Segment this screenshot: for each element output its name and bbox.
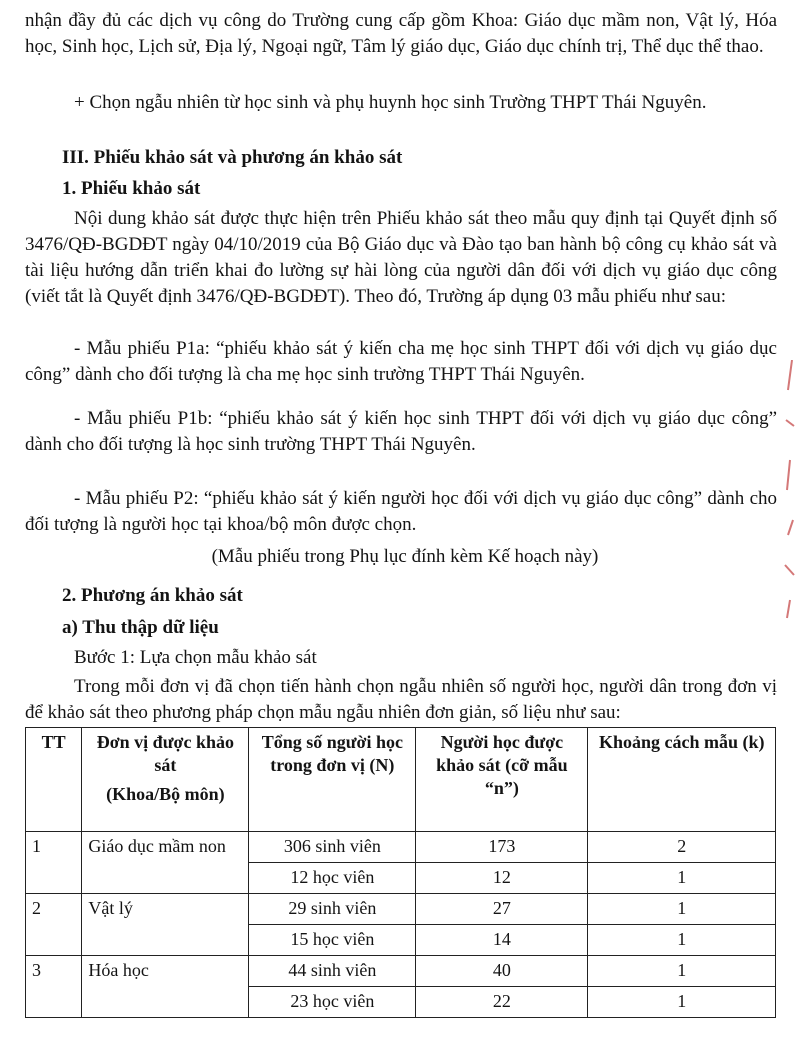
cell-unit: Hóa học (82, 956, 249, 1018)
sample-table (25, 727, 776, 1018)
note-appendix: (Mẫu phiếu trong Phụ lục đính kèm Kế hoạch này) (211, 546, 599, 567)
table-row (26, 956, 776, 987)
cell-sample: 12 (416, 863, 588, 894)
cell-sample: 14 (416, 925, 588, 956)
paragraph-random-selection: + Chọn ngẫu nhiên từ học sinh và phụ huynh học sinh Trường THPT Thái Nguyên. (74, 92, 707, 113)
cell-interval: 2 (588, 832, 776, 863)
paragraph-survey-content: Nội dung khảo sát được thực hiện trên Phiếu khảo sát theo mẫu quy định tại Quyết định số 3476/QĐ-BGDĐT ngày 04/10/2019 của Bộ Giáo dục và Đào tạo ban hành bộ công cụ khảo sát và tài liệu hướng dẫn triển khai đo lường sự hài lòng của người dân đối với dịch vụ giáo dục công (viết tắt là Quyết định 3476/QĐ-BGDĐT). Theo đó, Trường áp dụng 03 mẫu phiếu như sau: (25, 208, 777, 307)
header-unit-label: Đơn vị được khảo sát (96, 732, 234, 775)
bullet-form-p2: - Mẫu phiếu P2: “phiếu khảo sát ý kiến người học đối với dịch vụ giáo dục công” dành cho đối tượng là người học tại khoa/bộ môn được chọn. (25, 488, 777, 535)
table-row (26, 832, 776, 863)
heading-survey-form: 1. Phiếu khảo sát (62, 178, 201, 199)
header-total: Tổng số người học trong đơn vị (N) (249, 728, 416, 832)
header-unit-sub: (Khoa/Bộ môn) (106, 784, 225, 804)
cell-interval: 1 (588, 956, 776, 987)
cell-interval: 1 (588, 987, 776, 1018)
header-sample: Người học được khảo sát (cỡ mẫu “n”) (416, 728, 588, 832)
bullet-form-p1a: - Mẫu phiếu P1a: “phiếu khảo sát ý kiến cha mẹ học sinh THPT đối với dịch vụ giáo dục công” dành cho đối tượng là cha mẹ học sinh trường THPT Thái Nguyên. (25, 338, 777, 385)
cell-total: 29 sinh viên (249, 894, 416, 925)
cell-total: 44 sinh viên (249, 956, 416, 987)
heading-survey-plan: 2. Phương án khảo sát (62, 585, 243, 606)
cell-tt: 2 (26, 894, 82, 956)
cell-interval: 1 (588, 863, 776, 894)
cell-sample: 40 (416, 956, 588, 987)
heading-section-III: III. Phiếu khảo sát và phương án khảo sát (62, 147, 403, 168)
table-row (26, 894, 776, 925)
cell-unit: Vật lý (82, 894, 249, 956)
header-interval: Khoảng cách mẫu (k) (588, 728, 776, 832)
paragraph-services: nhận đầy đủ các dịch vụ công do Trường cung cấp gồm Khoa: Giáo dục mầm non, Vật lý, Hóa học, Sinh học, Lịch sử, Địa lý, Ngoại ngữ, Tâm lý giáo dục, Giáo dục chính trị, Thể dục thể thao. (25, 10, 777, 57)
table-header-row (26, 728, 776, 832)
cell-tt: 3 (26, 956, 82, 1018)
cell-total: 306 sinh viên (249, 832, 416, 863)
cell-total: 15 học viên (249, 925, 416, 956)
bullet-form-p1b: - Mẫu phiếu P1b: “phiếu khảo sát ý kiến học sinh THPT đối với dịch vụ giáo dục công” dành cho đối tượng là học sinh trường THPT Thái Nguyên. (25, 408, 777, 455)
cell-sample: 27 (416, 894, 588, 925)
cell-interval: 1 (588, 925, 776, 956)
heading-data-collection: a) Thu thập dữ liệu (62, 617, 219, 638)
header-tt: TT (26, 728, 82, 832)
cell-interval: 1 (588, 894, 776, 925)
step-1-label: Bước 1: Lựa chọn mẫu khảo sát (74, 647, 317, 668)
cell-sample: 22 (416, 987, 588, 1018)
cell-tt: 1 (26, 832, 82, 894)
cell-total: 23 học viên (249, 987, 416, 1018)
cell-sample: 173 (416, 832, 588, 863)
stamp-edge-icon (782, 360, 798, 620)
cell-total: 12 học viên (249, 863, 416, 894)
header-unit (82, 728, 249, 832)
cell-unit: Giáo dục mầm non (82, 832, 249, 894)
paragraph-unit-sampling: Trong mỗi đơn vị đã chọn tiến hành chọn ngẫu nhiên số người học, người dân trong đơn vị để khảo sát theo phương pháp chọn mẫu ngẫu nhiên đơn giản, số liệu như sau: (25, 676, 777, 723)
red-stamp-mark (782, 360, 798, 627)
